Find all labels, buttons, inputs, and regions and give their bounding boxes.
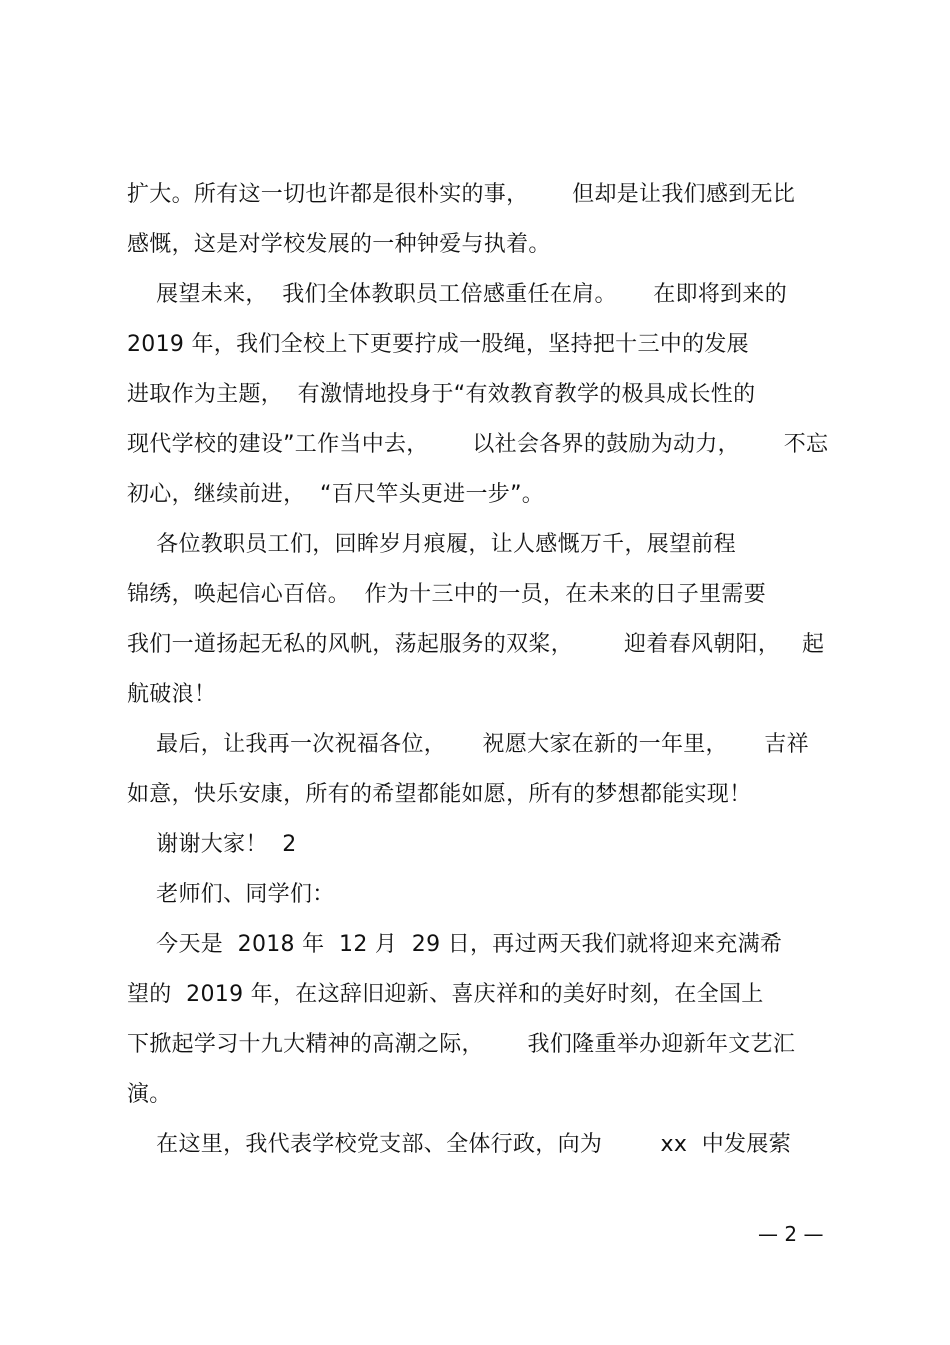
text-line: 2019 年，我们全校上下更要拧成一股绳，坚持把十三中的发展 (127, 332, 749, 357)
text-line: 展望未来， 我们全体教职员工倍感重任在肩。 在即将到来的 (127, 282, 788, 307)
text-line: 老师们、同学们： (127, 882, 335, 907)
text-line: 最后，让我再一次祝福各位， 祝愿大家在新的一年里， 吉祥 (127, 732, 809, 757)
text-line: 今天是 2018 年 12 月 29 日，再过两天我们就将迎来充满希 (127, 932, 783, 957)
text-line: 初心，继续前进， “百尺竿头更进一步”。 (127, 482, 545, 507)
text-line: 演。 (127, 1082, 172, 1107)
text-line: 进取作为主题， 有激情地投身于“有效教育教学的极具成长性的 (127, 382, 756, 407)
text-line: 扩大。所有这一切也许都是很朴实的事， 但却是让我们感到无比 (127, 182, 796, 207)
text-line: 下掀起学习十九大精神的高潮之际， 我们隆重举办迎新年文艺汇 (127, 1032, 796, 1057)
text-line: 在这里，我代表学校党支部、全体行政，向为 xx 中发展萦 (127, 1132, 791, 1157)
text-line: 锦绣，唤起信心百倍。 作为十三中的一员，在未来的日子里需要 (127, 582, 766, 607)
page-number: — 2 — (758, 1222, 824, 1246)
text-line: 各位教职员工们，回眸岁月痕履，让人感慨万千，展望前程 (127, 532, 736, 557)
text-line: 望的 2019 年，在这辞旧迎新、喜庆祥和的美好时刻，在全国上 (127, 982, 764, 1007)
text-line: 谢谢大家！ 2 (127, 832, 297, 857)
text-line: 感慨，这是对学校发展的一种钟爱与执着。 (127, 232, 551, 257)
text-line: 我们一道扬起无私的风帆，荡起服务的双桨， 迎着春风朝阳， 起 (127, 632, 825, 657)
text-line: 航破浪！ (127, 682, 217, 707)
text-line: 如意，快乐安康，所有的希望都能如愿，所有的梦想都能实现！ (127, 782, 752, 807)
text-line: 现代学校的建设”工作当中去， 以社会各界的鼓励为动力， 不忘 (127, 432, 829, 457)
